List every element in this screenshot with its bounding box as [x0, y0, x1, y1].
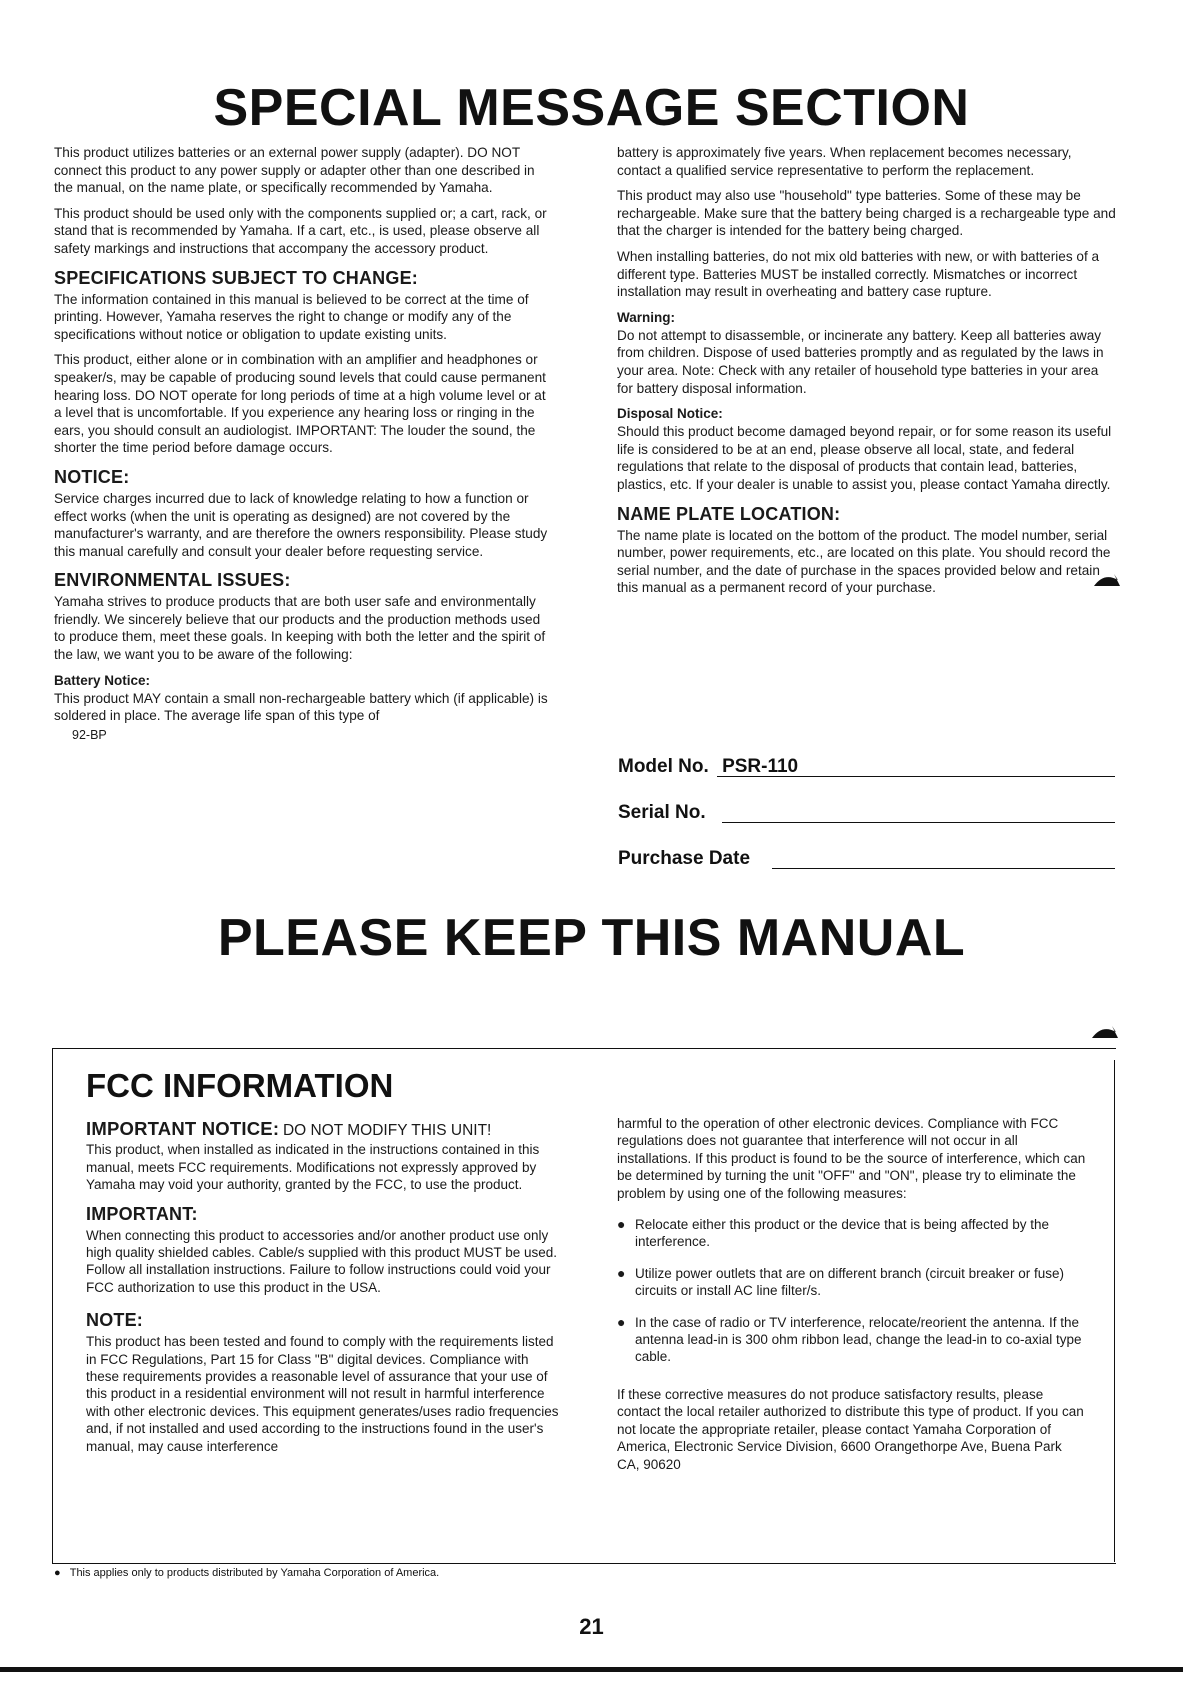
bottom-rule	[0, 1667, 1183, 1672]
warning-paragraph: Do not attempt to disassemble, or incinerate any battery. Keep all batteries away from children. Dispose of used batteries promptly and as regulated by the laws in your area. Note: Check with any retailer of household type batteries in your area for battery disposal information.	[617, 327, 1104, 396]
battery-life-paragraph: battery is approximately five years. When replacement becomes necessary, contact a qualified service representative to perform the replacement.	[617, 145, 1072, 178]
model-number-line	[717, 776, 1115, 777]
measure-bullet	[617, 1216, 1087, 1251]
fcc-compliance-paragraph: harmful to the operation of other electronic devices. Compliance with FCC regulations does not guarantee that interference will not occur in all installations. If this product is found to be the source of interference, which can be determined by turning the unit "OFF" and "ON", please try to eliminate the problem by using one of the following measures:	[617, 1116, 1086, 1201]
bullet-dot-icon: ●	[617, 1313, 626, 1330]
specifications-heading: SPECIFICATIONS SUBJECT TO CHANGE:	[54, 267, 418, 288]
notice-heading: NOTICE:	[54, 466, 130, 487]
important-notice-heading: IMPORTANT NOTICE:	[86, 1118, 280, 1139]
warning-heading: Warning:	[617, 309, 675, 325]
important-paragraph: When connecting this product to accessories and/or another product use only high quality shielded cables. Cable/s supplied with this product MUST be used. Follow all installation instructions. Failure to follow instructions could void your FCC authorization to use this product in the USA.	[86, 1227, 558, 1295]
model-number-value: PSR-110	[722, 756, 799, 777]
measure-text: Relocate either this product or the device that is being affected by the interference.	[635, 1217, 1050, 1250]
keep-manual-banner: PLEASE KEEP THIS MANUAL	[217, 909, 966, 967]
purchase-date-label: Purchase Date	[618, 848, 751, 869]
bullet-dot-icon: ●	[617, 1264, 626, 1281]
name-plate-heading: NAME PLATE LOCATION:	[617, 503, 841, 524]
installing-batteries-paragraph: When installing batteries, do not mix old batteries with new, or with batteries of a different type. Batteries MUST be installed correctly. Mismatches or incorrect installation may result in overheating and battery case rupture.	[617, 248, 1100, 300]
fcc-box-right-rule	[1114, 1060, 1115, 1562]
right-column	[617, 144, 1117, 605]
fcc-left-column	[86, 1118, 562, 1463]
page-number: 21	[579, 1614, 604, 1639]
bullet-dot-icon: ●	[617, 1216, 626, 1233]
intro-paragraph: This product utilizes batteries or an external power supply (adapter). DO NOT connect this product to any power supply or adapter other than one described in the manual, on the name plate, or specifically recommended by Yamaha.	[54, 145, 535, 196]
fcc-title: FCC INFORMATION	[86, 1067, 394, 1104]
disposal-notice-paragraph: Should this product become damaged beyond repair, or for some reason its useful life is considered to be at an end, please observe all local, state, and federal regulations that relate to the disposal of products that contain lead, batteries, plastics, etc. If your dealer is unable to assist you, please contact Yamaha directly.	[617, 424, 1112, 492]
environmental-heading: ENVIRONMENTAL ISSUES:	[54, 570, 291, 591]
model-number-field	[618, 756, 798, 778]
notice-paragraph: Service charges incurred due to lack of knowledge relating to how a function or effect works (when the unit is operating as designed) are not covered by the manufacturer's warranty, and are therefore the owners responsibility. Please study this manual carefully and consult your dealer before requesting service.	[54, 490, 548, 559]
measure-text: In the case of radio or TV interference, relocate/reorient the antenna. If the antenna lead-in is 300 ohm ribbon lead, change the lead-in to co-axial type cable.	[635, 1314, 1082, 1365]
note-paragraph: This product has been tested and found to comply with the requirements listed in FCC Regulations, Part 15 for Class "B" digital devices. Compliance with these requirements provides a reasonable level of assurance that your use of this product in a residential environment will not result in harmful interference with other electronic devices. This equipment generates/uses radio frequencies and, if not installed and used according to the instructions found in the user's manual, may cause interference	[86, 1334, 559, 1454]
model-number-label: Model No.	[618, 756, 709, 777]
accessory-paragraph: This product should be used only with the components supplied or; a cart, rack, or stand that is recommended by Yamaha. If a cart, etc., is used, please observe all safety markings and instructions that accompany the accessory product.	[54, 205, 547, 256]
measure-bullet	[617, 1265, 1087, 1300]
important-notice-paragraph: This product, when installed as indicated in the instructions contained in this manual, meets FCC requirements. Modifications not expressly approved by Yamaha may void your authority, granted by the FCC, to use the product.	[86, 1142, 540, 1193]
corrective-measures-paragraph: If these corrective measures do not produce satisfactory results, please contact the local retailer authorized to distribute this type of product. If you can not locate the appropriate retailer, please contact Yamaha Corporation of America, Electronic Service Division, 6600 Orangethorpe Ave, Buena Park CA, 90620	[617, 1386, 1084, 1472]
name-plate-paragraph: The name plate is located on the bottom of the product. The model number, serial number, power requirements, etc., are located on this plate. You should record the serial number, and the date of purchase in the spaces provided below and retain this manual as a permanent record of your purchase.	[617, 527, 1111, 596]
purchase-date-line[interactable]	[772, 868, 1115, 869]
battery-notice-heading: Battery Notice:	[54, 672, 151, 688]
serial-number-label: Serial No.	[618, 802, 706, 823]
footnote	[54, 1567, 439, 1579]
footnote-text: This applies only to products distributed by Yamaha Corporation of America.	[69, 1567, 440, 1579]
disposal-notice-heading: Disposal Notice:	[617, 406, 723, 422]
important-heading: IMPORTANT:	[86, 1203, 198, 1224]
footnote-bullet-icon: ●	[54, 1567, 61, 1579]
battery-notice-paragraph: This product MAY contain a small non-rechargeable battery which (if applicable) is soldered in place. The average life span of this type of	[54, 690, 548, 724]
serial-number-line[interactable]	[722, 822, 1115, 823]
measure-bullet	[617, 1314, 1087, 1366]
hearing-paragraph: This product, either alone or in combination with an amplifier and headphones or speaker/s, may be capable of producing sound levels that could cause permanent hearing loss. DO NOT operate for long periods of time at a high volume level or at a level that is uncomfortable. If you experience any hearing loss or ringing in the ears, you should consult an audiologist. IMPORTANT: The louder the sound, the shorter the time period before damage occurs.	[54, 352, 546, 456]
page-title: SPECIAL MESSAGE SECTION	[213, 79, 970, 137]
fcc-right-column	[617, 1115, 1087, 1481]
specifications-paragraph: The information contained in this manual is believed to be correct at the time of printing. However, Yamaha reserves the right to change or modify any of the specifications without notice or obligation to update existing units.	[54, 291, 529, 342]
document-code: 92-BP	[72, 727, 107, 742]
measure-text: Utilize power outlets that are on different branch (circuit breaker or fuse) circuits or install AC line filter/s.	[635, 1265, 1064, 1299]
important-notice-tail: DO NOT MODIFY THIS UNIT!	[282, 1122, 492, 1139]
environmental-paragraph: Yamaha strives to produce products that are both user safe and environmentally friendly. We sincerely believe that our products and the production methods used to produce them, meet these goals. In keeping with both the letter and the spirit of the law, we want you to be aware of the following:	[54, 594, 546, 663]
corner-arrow-icon	[1092, 570, 1122, 592]
important-notice-line	[86, 1118, 562, 1139]
left-column	[54, 144, 554, 744]
corner-arrow-icon	[1090, 1022, 1120, 1044]
note-heading: NOTE:	[86, 1310, 143, 1331]
household-battery-paragraph: This product may also use "household" type batteries. Some of these may be rechargeable. Make sure that the battery being charged is a rechargeable type and that the charger is intended for the battery being charged.	[617, 188, 1116, 239]
